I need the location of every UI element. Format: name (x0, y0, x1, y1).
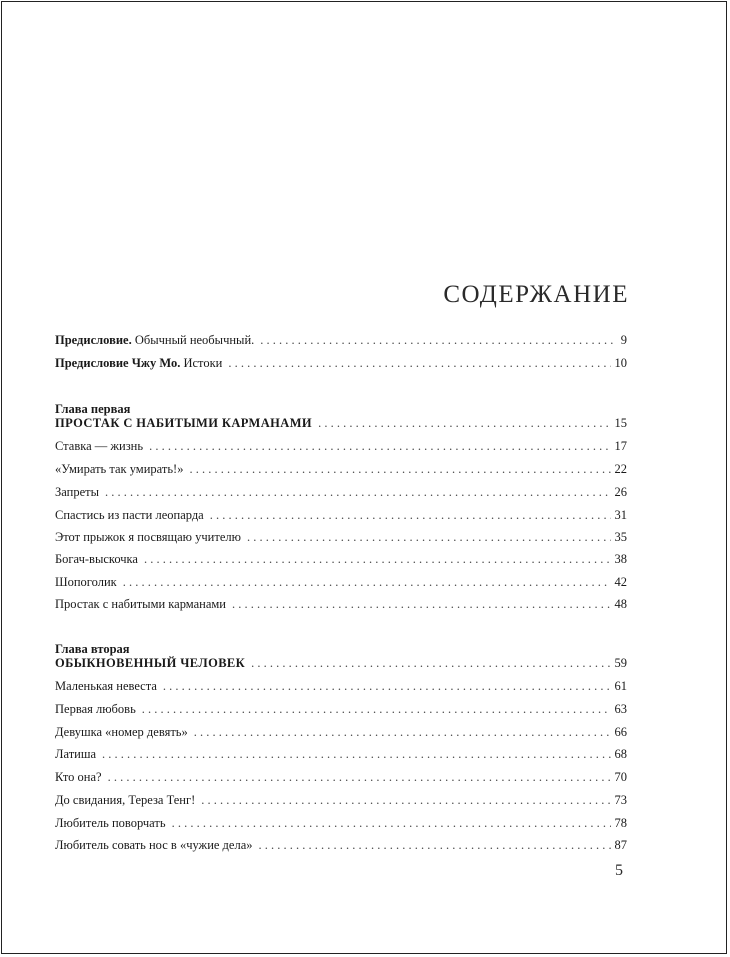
toc-entry-label: Этот прыжок я посвящаю учителю (55, 530, 241, 544)
toc-entry-section[interactable] (55, 597, 627, 615)
chapter-title: ОБЫКНОВЕННЫЙ ЧЕЛОВЕК (55, 656, 246, 670)
dot-leader (194, 725, 611, 740)
toc-page-number: 26 (614, 485, 627, 499)
dot-leader (102, 747, 610, 762)
toc-page-number: 17 (614, 439, 627, 453)
toc-entry-section[interactable] (55, 702, 627, 720)
toc-entry-label: Спастись из пасти леопарда (55, 508, 204, 522)
toc-entry-preface[interactable] (55, 333, 627, 351)
toc-entry-section[interactable] (55, 838, 627, 856)
toc-page-number: 35 (614, 530, 627, 544)
dot-leader (201, 793, 610, 808)
toc-page-number: 87 (614, 838, 627, 852)
toc-page-number: 9 (620, 333, 627, 347)
toc-entry-section[interactable] (55, 747, 627, 765)
toc-entry-label: Ставка — жизнь (55, 439, 144, 453)
toc-page-number: 63 (614, 702, 627, 716)
chapter-kicker: Глава вторая (55, 642, 130, 656)
dot-leader (210, 508, 611, 523)
chapter-kicker: Глава первая (55, 402, 131, 416)
dot-leader (108, 770, 611, 785)
toc-entry-label: Маленькая невеста (55, 679, 157, 693)
toc-entry-section[interactable] (55, 530, 627, 548)
dot-leader (259, 838, 611, 853)
page-title: СОДЕРЖАНИЕ (443, 281, 629, 308)
toc-entry-preface-zhu-mo[interactable] (55, 356, 627, 374)
dot-leader (232, 597, 611, 612)
toc-entry-section[interactable] (55, 462, 627, 480)
toc-entry-label: Предисловие Чжу Мо. Истоки (55, 356, 223, 370)
dot-leader (260, 333, 616, 348)
dot-leader (318, 416, 610, 431)
toc-entry-chapter-1[interactable] (55, 416, 627, 434)
toc-entry-label: «Умирать так умирать!» (55, 462, 184, 476)
page-number-folio: 5 (615, 862, 623, 879)
toc-entry-section[interactable] (55, 485, 627, 503)
toc-entry-label: Девушка «номер девять» (55, 725, 188, 739)
toc-entry-section[interactable] (55, 725, 627, 743)
toc-entry-label: Кто она? (55, 770, 102, 784)
dot-leader (189, 462, 610, 477)
toc-page-number: 38 (614, 552, 627, 566)
dot-leader (163, 679, 611, 694)
toc-entry-label: До свидания, Тереза Тенг! (55, 793, 196, 807)
dot-leader (144, 552, 611, 567)
toc-entry-chapter-2[interactable] (55, 656, 627, 674)
toc-entry-section[interactable] (55, 552, 627, 570)
dot-leader (149, 439, 610, 454)
toc-page-number: 10 (614, 356, 627, 370)
toc-entry-label: Первая любовь (55, 702, 136, 716)
toc-page-number: 31 (614, 508, 627, 522)
dot-leader (228, 356, 610, 371)
dot-leader (251, 656, 610, 671)
toc-entry-section[interactable] (55, 575, 627, 593)
toc-page-number: 66 (614, 725, 627, 739)
toc-page-number: 78 (614, 816, 627, 830)
toc-entry-label: Любитель поворчать (55, 816, 166, 830)
toc-entry-label: Латиша (55, 747, 97, 761)
toc-entry-section[interactable] (55, 679, 627, 697)
dot-leader (142, 702, 611, 717)
toc-entry-section[interactable] (55, 508, 627, 526)
dot-leader (172, 816, 611, 831)
toc-entry-section[interactable] (55, 793, 627, 811)
toc-entry-label: Предисловие. Обычный необычный. (55, 333, 255, 347)
toc-entry-label: Шопоголик (55, 575, 117, 589)
toc-entry-section[interactable] (55, 439, 627, 457)
toc-entry-section[interactable] (55, 770, 627, 788)
toc-entry-section[interactable] (55, 816, 627, 834)
dot-leader (105, 485, 611, 500)
dot-leader (247, 530, 611, 545)
toc-entry-label: Богач-выскочка (55, 552, 138, 566)
toc-entry-label: Любитель совать нос в «чужие дела» (55, 838, 253, 852)
toc-page-number: 61 (614, 679, 627, 693)
toc-page-number: 59 (614, 656, 627, 670)
toc-page-number: 22 (614, 462, 627, 476)
toc-page-number: 68 (614, 747, 627, 761)
toc-entry-label: Простак с набитыми карманами (55, 597, 226, 611)
chapter-title: ПРОСТАК С НАБИТЫМИ КАРМАНАМИ (55, 416, 313, 430)
toc-page-number: 15 (614, 416, 627, 430)
dot-leader (123, 575, 611, 590)
toc-page-number: 73 (614, 793, 627, 807)
toc-page-number: 48 (614, 597, 627, 611)
toc-page-number: 70 (614, 770, 627, 784)
toc-entry-label: Запреты (55, 485, 99, 499)
toc-page-number: 42 (614, 575, 627, 589)
